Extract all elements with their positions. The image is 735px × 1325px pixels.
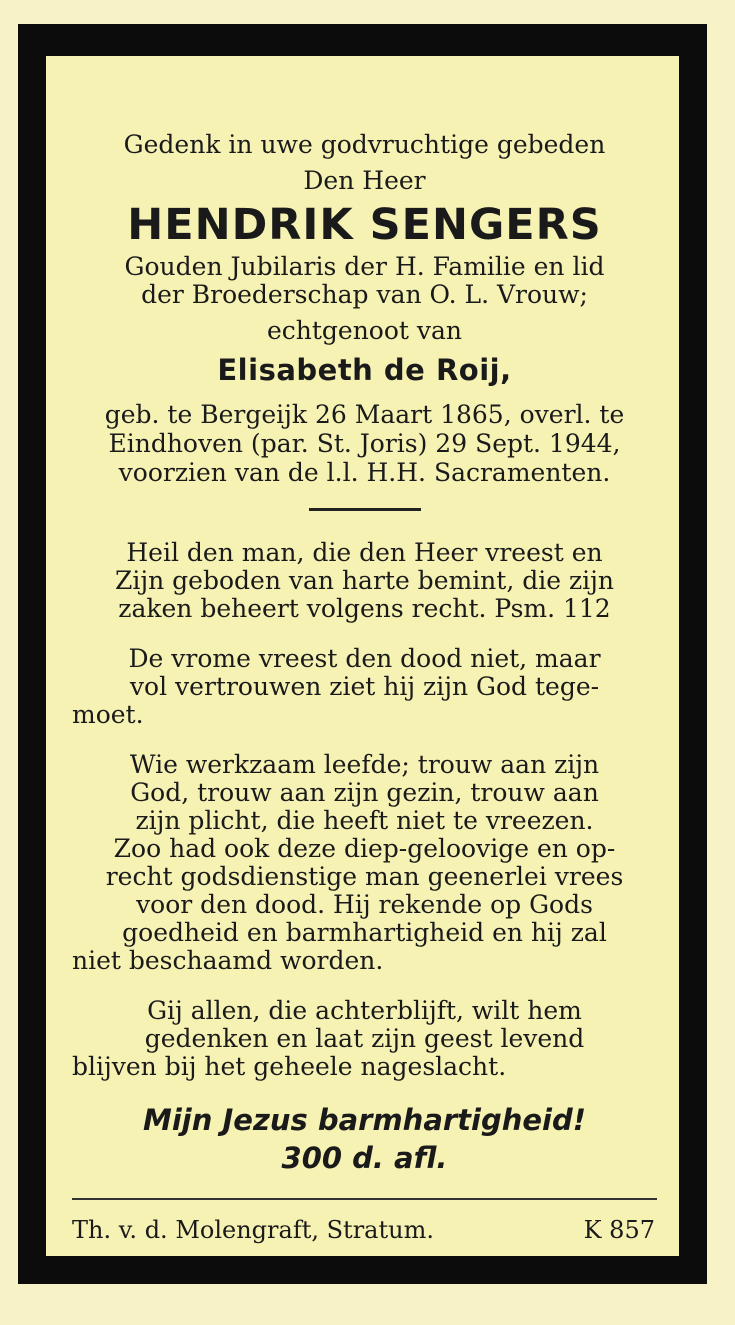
paragraph-line: voor den dood. Hij rekende op Gods — [136, 890, 593, 919]
spouse-intro: echtgenoot van — [266, 316, 463, 345]
card-code: K 857 — [583, 1216, 655, 1244]
footer-rule-wrap — [72, 1198, 657, 1200]
footer-rule — [72, 1198, 657, 1200]
paragraph-line: Wie werkzaam leefde; trouw aan zijn — [129, 750, 600, 779]
divider-wrap — [72, 508, 657, 511]
life-line-1: geb. te Bergeijk 26 Maart 1865, overl. te — [104, 400, 625, 429]
paragraph-2c — [72, 702, 657, 727]
paragraph-1 — [72, 540, 657, 565]
paragraph-3c — [72, 808, 657, 833]
paragraph-3d — [72, 836, 657, 861]
role-line-2: der Broederschap van O. L. Vrouw; — [141, 280, 588, 309]
paragraph-4c — [72, 1054, 657, 1079]
life-line-2: Eindhoven (par. St. Joris) 29 Sept. 1944, — [108, 429, 621, 458]
paragraph-line: niet beschaamd worden. — [72, 946, 384, 975]
prayer — [72, 1103, 657, 1137]
paragraph-1b — [72, 568, 657, 593]
intro-line: Gedenk in uwe godvruchtige gebeden — [123, 130, 606, 159]
role-line-1: Gouden Jubilaris der H. Familie en lid — [124, 252, 605, 281]
indulgence — [72, 1141, 657, 1175]
footer — [72, 1216, 657, 1244]
paragraph-2 — [72, 646, 657, 671]
paragraph-3 — [72, 752, 657, 777]
paragraph-line: blijven bij het geheele nageslacht. — [72, 1052, 507, 1081]
paragraph-1c — [72, 596, 657, 621]
memorial-card — [46, 56, 679, 1256]
life-dates — [72, 402, 657, 427]
paragraph-line: zaken beheert volgens recht. Psm. 112 — [118, 594, 611, 623]
paragraph-line: Heil den man, die den Heer vreest en — [126, 538, 603, 567]
paragraph-3g — [72, 920, 657, 945]
printer: Th. v. d. Molengraft, Stratum. — [72, 1216, 434, 1244]
paragraph-line: Zoo had ook deze diep-geloovige en op- — [113, 834, 616, 863]
divider — [309, 508, 421, 511]
life-dates-2 — [72, 431, 657, 456]
paragraph-4b — [72, 1026, 657, 1051]
paragraph-2b — [72, 674, 657, 699]
paragraph-3b — [72, 780, 657, 805]
roles-block-3 — [72, 318, 657, 343]
spouse-name: Elisabeth de Roij, — [217, 353, 512, 387]
paragraph-line: moet. — [72, 700, 144, 729]
footer-row — [72, 1216, 657, 1244]
paragraph-line: De vrome vreest den dood niet, maar — [128, 644, 601, 673]
intro-title — [72, 168, 657, 193]
spouse-block — [72, 353, 657, 387]
deceased-name-block — [72, 200, 657, 250]
paragraph-line: zijn plicht, die heeft niet te vreezen. — [135, 806, 594, 835]
paragraph-line: Gij allen, die achterblijft, wilt hem — [147, 996, 582, 1025]
paragraph-line: gedenken en laat zijn geest levend — [144, 1024, 585, 1053]
paragraph-line: God, trouw aan zijn gezin, trouw aan — [130, 778, 599, 807]
indulgence-line: 300 d. afl. — [281, 1141, 448, 1175]
deceased-name: HENDRIK SENGERS — [127, 200, 602, 250]
roles-block — [72, 254, 657, 279]
roles-block-2 — [72, 282, 657, 307]
paragraph-line: recht godsdienstige man geenerlei vrees — [105, 862, 624, 891]
paragraph-3e — [72, 864, 657, 889]
paragraph-3f — [72, 892, 657, 917]
paragraph-4 — [72, 998, 657, 1023]
mourning-border — [18, 24, 707, 1284]
paragraph-line: Zijn geboden van harte bemint, die zijn — [115, 566, 614, 595]
paragraph-3h — [72, 948, 657, 973]
life-line-3: voorzien van de l.l. H.H. Sacramenten. — [118, 458, 611, 487]
intro — [72, 132, 657, 157]
paragraph-line: goedheid en barmhartigheid en hij zal — [122, 918, 607, 947]
life-dates-3 — [72, 460, 657, 485]
den-heer: Den Heer — [303, 166, 426, 195]
prayer-line: Mijn Jezus barmhartigheid! — [143, 1103, 586, 1137]
paragraph-line: vol vertrouwen ziet hij zijn God tege- — [129, 672, 600, 701]
